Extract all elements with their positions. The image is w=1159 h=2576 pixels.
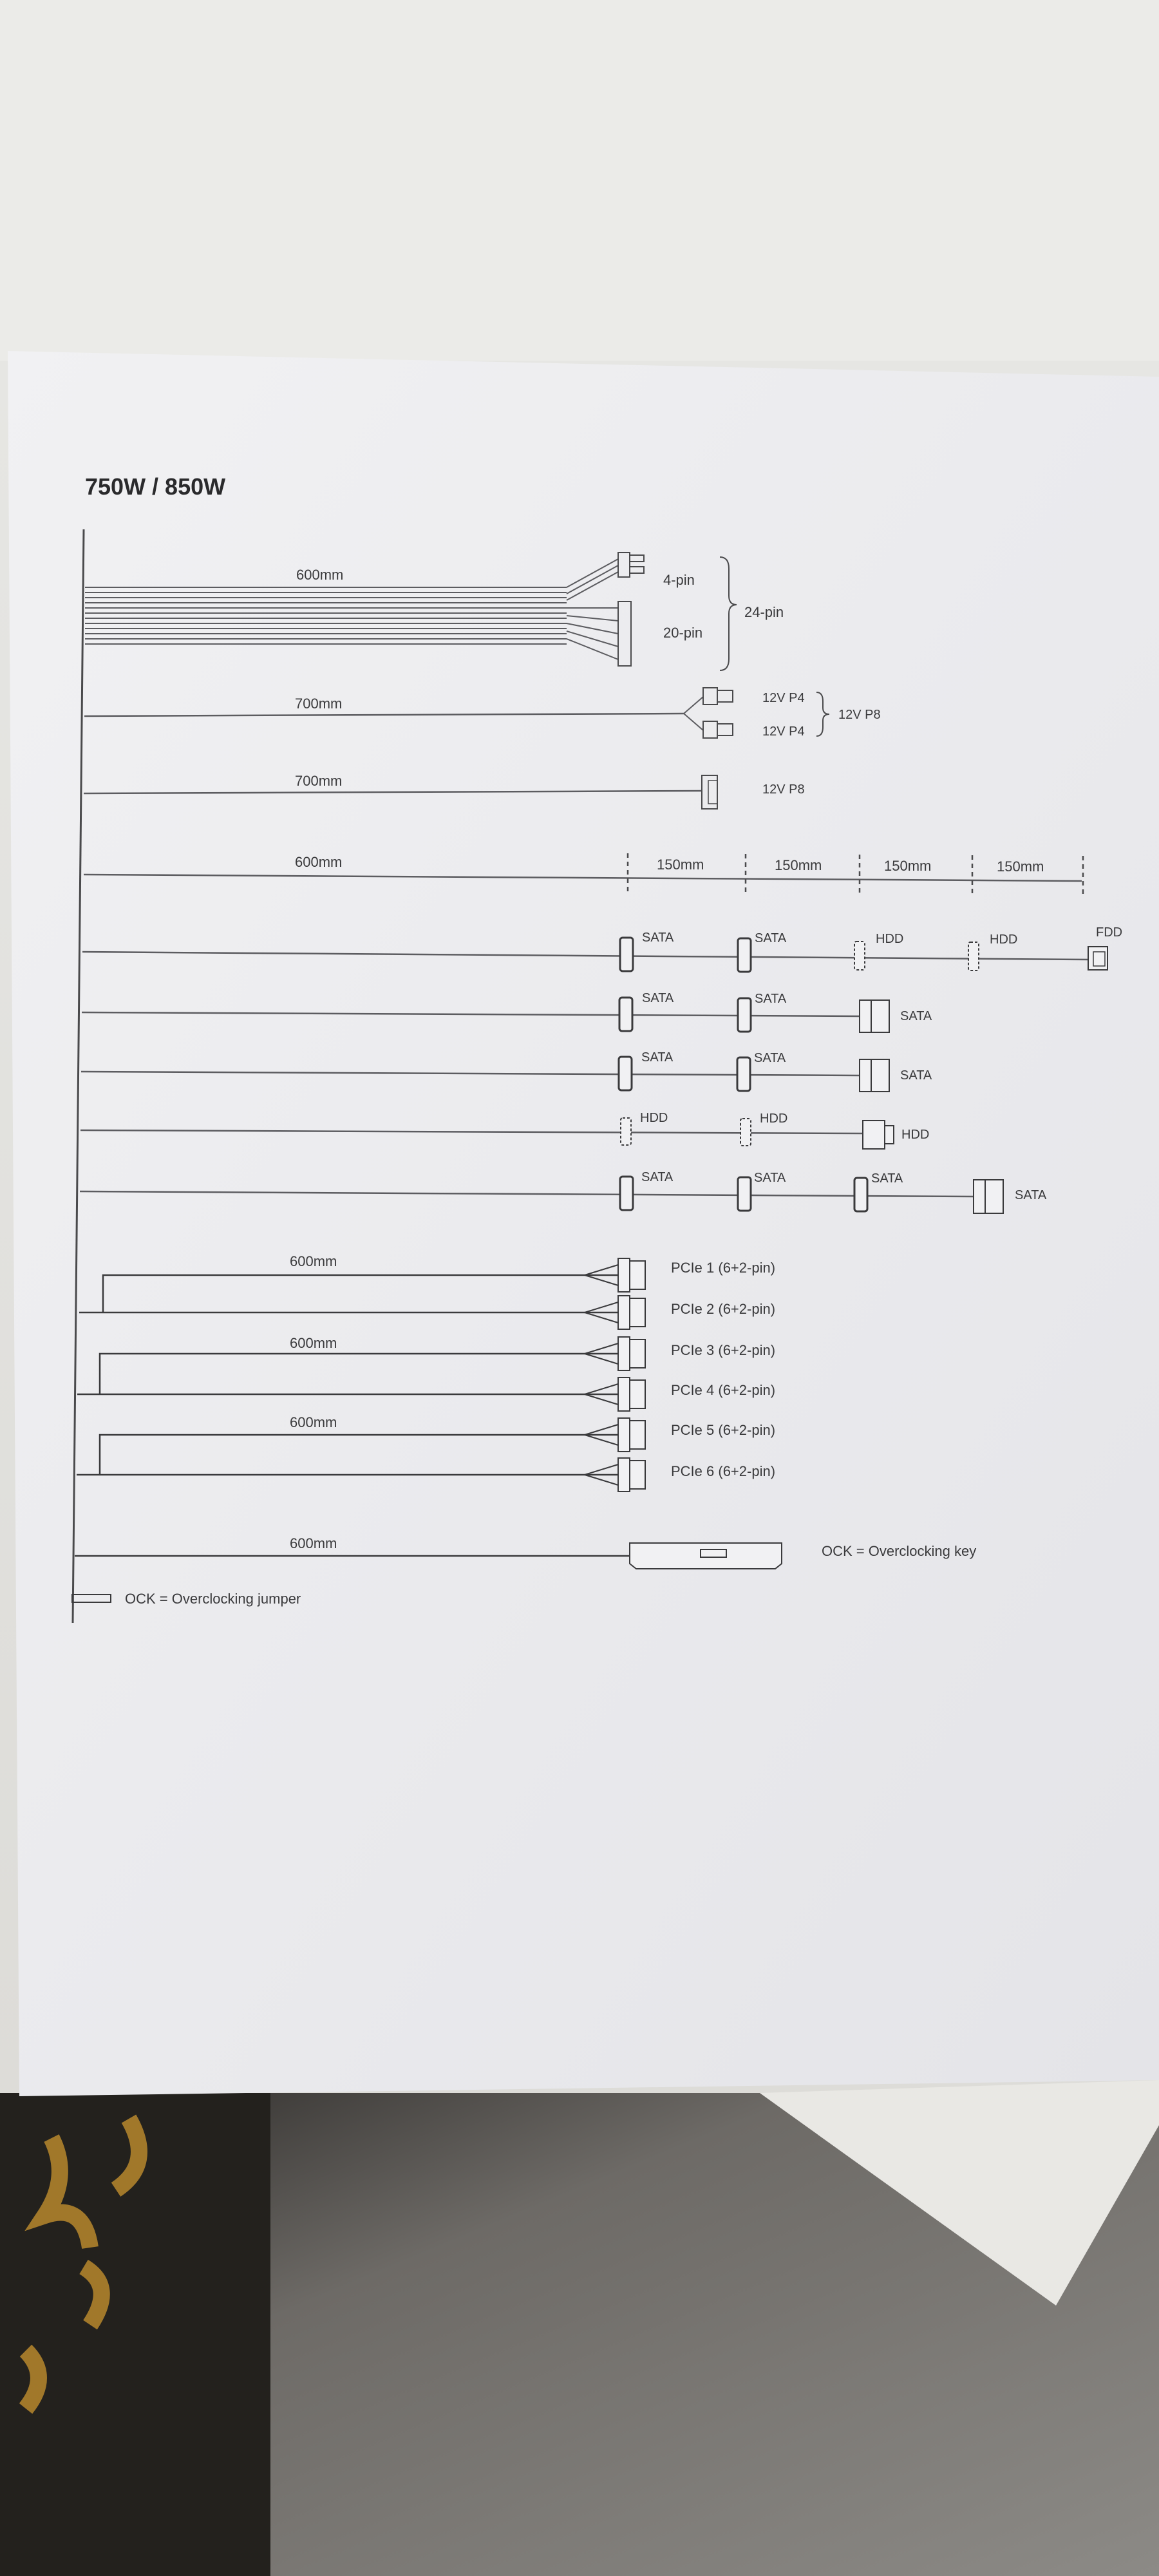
ock-length-label: 600mm bbox=[290, 1535, 337, 1551]
diagram-title: 750W / 850W bbox=[85, 473, 226, 500]
segment-3-label: 150mm bbox=[884, 858, 932, 874]
sata-connector bbox=[738, 938, 751, 972]
chain5-label-3: SATA bbox=[871, 1171, 903, 1186]
chain1-label-2: SATA bbox=[755, 931, 787, 945]
chain3-label-2: SATA bbox=[754, 1051, 786, 1065]
chain2-label-1: SATA bbox=[642, 991, 674, 1005]
sata-connector bbox=[620, 1177, 633, 1210]
sata-connector bbox=[619, 1057, 632, 1090]
pcie-6-label: PCIe 6 (6+2-pin) bbox=[671, 1463, 776, 1479]
atx-4pin-label: 4-pin bbox=[663, 572, 695, 588]
sata-connector bbox=[619, 998, 632, 1031]
chain2-label-3: SATA bbox=[900, 1009, 932, 1023]
pcie-5-label: PCIe 5 (6+2-pin) bbox=[671, 1422, 776, 1438]
chain3-label-1: SATA bbox=[641, 1050, 674, 1065]
pcie-pair1-length: 600mm bbox=[290, 1253, 337, 1269]
atx-20pin-label: 20-pin bbox=[663, 625, 703, 641]
segment-4-label: 150mm bbox=[997, 858, 1044, 875]
sata-end-connector bbox=[860, 1000, 871, 1032]
sata-connector bbox=[738, 998, 751, 1032]
ock-key-connector bbox=[630, 1543, 782, 1569]
chain2-label-2: SATA bbox=[755, 992, 787, 1006]
chain1-label-5: FDD bbox=[1096, 925, 1123, 940]
peripheral-length-label: 600mm bbox=[295, 854, 343, 870]
chain1-label-4: HDD bbox=[990, 933, 1018, 947]
segment-2-label: 150mm bbox=[775, 857, 822, 873]
pcie-1-label: PCIe 1 (6+2-pin) bbox=[671, 1260, 776, 1276]
pcie-2-label: PCIe 2 (6+2-pin) bbox=[671, 1301, 776, 1317]
chain4-label-2: HDD bbox=[760, 1112, 788, 1126]
sata-end-connector bbox=[860, 1059, 871, 1092]
cpu2-length-label: 700mm bbox=[295, 773, 343, 789]
molex-connector bbox=[621, 1118, 631, 1145]
cpu1-p4-a-label: 12V P4 bbox=[762, 691, 805, 705]
table-surface bbox=[0, 0, 1159, 361]
segment-1-label: 150mm bbox=[657, 857, 704, 873]
cpu1-p8-label: 12V P8 bbox=[838, 708, 881, 722]
chain4-label-3: HDD bbox=[901, 1128, 930, 1142]
sata-connector bbox=[620, 938, 633, 971]
pcie-pair3-length: 600mm bbox=[290, 1414, 337, 1430]
atx-24pin-label: 24-pin bbox=[744, 604, 784, 620]
molex-connector bbox=[854, 942, 865, 970]
cpu1-length-label: 700mm bbox=[295, 696, 343, 712]
pcie-4-label: PCIe 4 (6+2-pin) bbox=[671, 1382, 776, 1398]
chain3-label-3: SATA bbox=[900, 1068, 932, 1083]
pcie-3-label: PCIe 3 (6+2-pin) bbox=[671, 1342, 776, 1358]
chain5-label-4: SATA bbox=[1015, 1188, 1047, 1202]
pcie-pair2-length: 600mm bbox=[290, 1335, 337, 1351]
sata-connector bbox=[737, 1057, 750, 1091]
cpu2-p8-label: 12V P8 bbox=[762, 782, 805, 797]
molex-connector bbox=[740, 1119, 751, 1146]
sata-end-connector bbox=[974, 1180, 985, 1213]
sata-connector bbox=[854, 1178, 867, 1211]
sata-connector bbox=[738, 1177, 751, 1211]
chain1-label-3: HDD bbox=[876, 932, 904, 946]
atx-length-label: 600mm bbox=[296, 567, 344, 583]
chain5-label-1: SATA bbox=[641, 1170, 674, 1184]
cpu1-p4-b-label: 12V P4 bbox=[762, 724, 805, 739]
ock-key-label: OCK = Overclocking key bbox=[822, 1543, 977, 1559]
chain5-label-2: SATA bbox=[754, 1171, 786, 1185]
ock-jumper-legend-label: OCK = Overclocking jumper bbox=[125, 1591, 301, 1607]
molex-connector bbox=[968, 942, 979, 971]
chain1-label-1: SATA bbox=[642, 931, 674, 945]
chain4-label-1: HDD bbox=[640, 1111, 668, 1125]
